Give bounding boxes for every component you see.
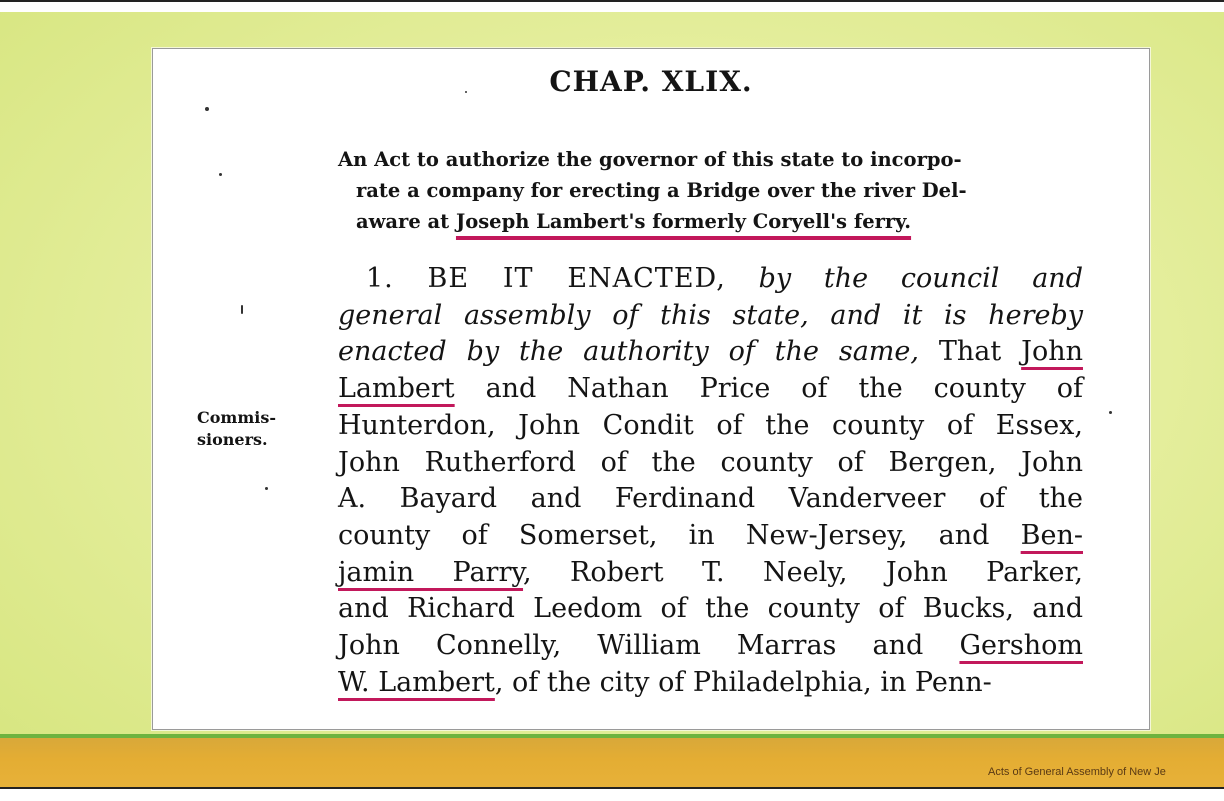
highlight-gershom: Gershom bbox=[959, 630, 1083, 662]
act-title-line-3-prefix: aware at bbox=[356, 210, 456, 233]
body-line-9 bbox=[338, 555, 1083, 592]
act-title-line-3 bbox=[338, 206, 1038, 237]
margin-note bbox=[197, 407, 317, 451]
scan-speck bbox=[465, 91, 467, 93]
body-line-11-text: John Connelly, William Marras and bbox=[338, 630, 924, 662]
that-word: That bbox=[938, 336, 1002, 368]
act-title-line-2: rate a company for erecting a Bridge over the river Del- bbox=[356, 179, 967, 202]
highlight-w-lambert: W. Lambert bbox=[338, 666, 495, 698]
highlighted-ferry-name: Joseph Lambert's formerly Coryell's ferry. bbox=[455, 210, 912, 233]
body-line-7: A. Bayard and Ferdinand Vanderveer of the bbox=[338, 483, 1083, 515]
highlight-ben: Ben- bbox=[1020, 519, 1083, 551]
highlight-john: John bbox=[1021, 336, 1083, 368]
document-page bbox=[152, 48, 1150, 730]
authority-clause: enacted by the authority of the same, bbox=[338, 336, 919, 368]
body-line-1 bbox=[338, 261, 1083, 298]
body-line-4 bbox=[338, 371, 1083, 408]
footer-band bbox=[0, 734, 1224, 787]
enacted-clause: 1. BE IT ENACTED, bbox=[366, 263, 726, 294]
scan-speck bbox=[241, 305, 243, 314]
body-line-11 bbox=[338, 628, 1083, 665]
chapter-heading: CHAP. XLIX. bbox=[549, 65, 753, 98]
margin-note-line-1: Commis- bbox=[197, 408, 276, 427]
scan-speck bbox=[205, 107, 209, 111]
body-line-10: and Richard Leedom of the county of Bucks, and bbox=[338, 593, 1083, 625]
council-clause: by the council and bbox=[758, 263, 1083, 294]
act-body-text bbox=[338, 261, 1083, 701]
body-line-3 bbox=[338, 334, 1083, 371]
body-line-12-rest: , of the city of Philadelphia, in Penn- bbox=[494, 666, 992, 698]
top-border bbox=[0, 0, 1224, 2]
highlight-lambert: Lambert bbox=[338, 373, 455, 405]
body-line-8-text: county of Somerset, in New-Jersey, and bbox=[338, 519, 990, 551]
scan-speck bbox=[1109, 411, 1112, 414]
scan-speck bbox=[265, 487, 268, 490]
assembly-clause: general assembly of this state, and it is hereby bbox=[338, 299, 1083, 331]
body-line-4-rest: and Nathan Price of the county of bbox=[485, 373, 1083, 405]
act-title-line-1: An Act to authorize the governor of this state to incorpo- bbox=[338, 148, 962, 171]
act-title bbox=[338, 144, 1038, 237]
slide-background bbox=[0, 12, 1224, 787]
body-line-9-rest: , Robert T. Neely, John Parker, bbox=[523, 556, 1083, 588]
footer-caption: Acts of General Assembly of New Je bbox=[988, 766, 1166, 778]
body-line-6: John Rutherford of the county of Bergen, John bbox=[338, 446, 1083, 478]
margin-note-line-2: sioners. bbox=[197, 430, 268, 449]
body-line-12 bbox=[338, 665, 1083, 702]
body-line-2 bbox=[338, 298, 1083, 335]
body-line-5: Hunterdon, John Condit of the county of Essex, bbox=[338, 409, 1083, 441]
body-line-8 bbox=[338, 518, 1083, 555]
highlight-jamin-parry: jamin Parry bbox=[338, 556, 524, 588]
bottom-border bbox=[0, 787, 1224, 789]
scan-speck bbox=[219, 173, 222, 176]
